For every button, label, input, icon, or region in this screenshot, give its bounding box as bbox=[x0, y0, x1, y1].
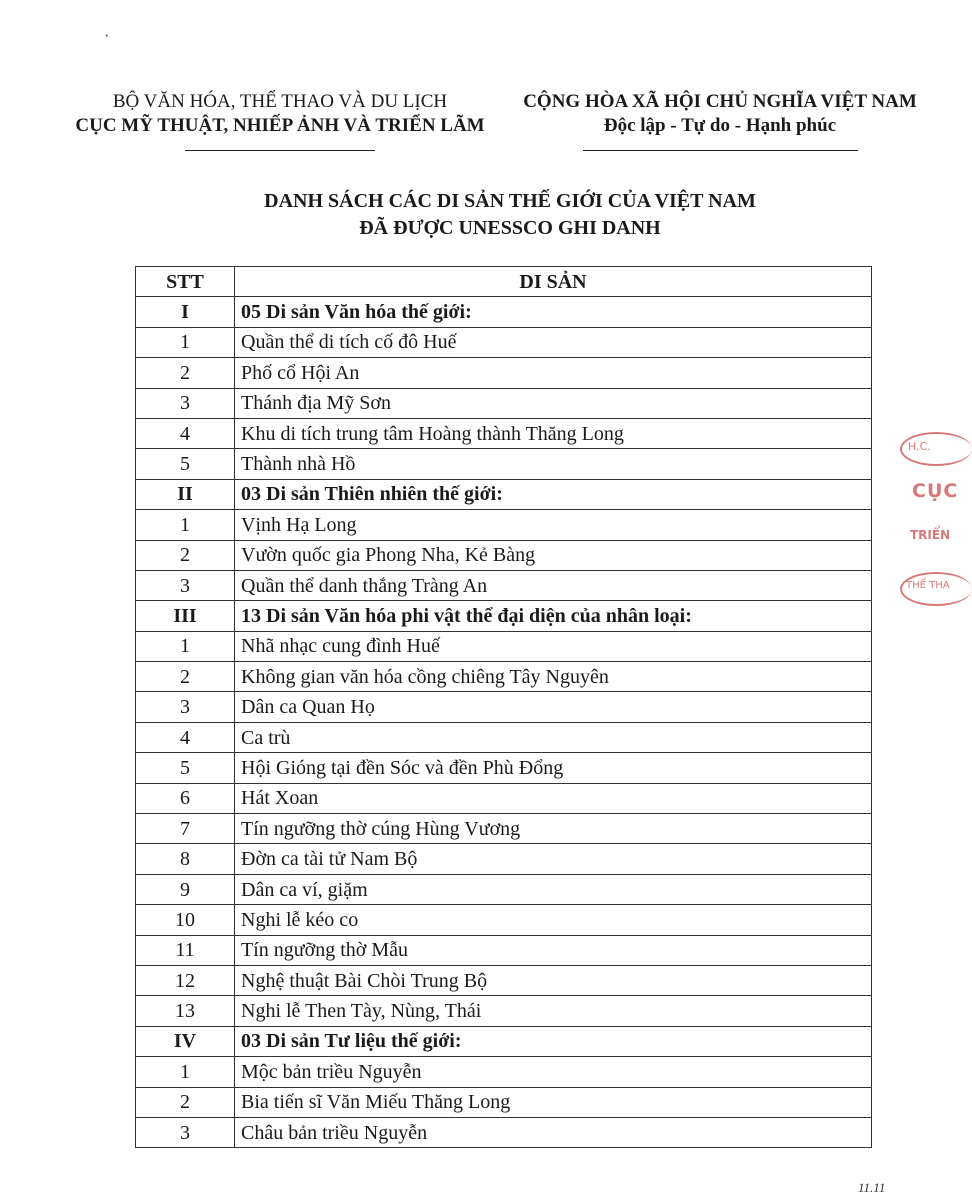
row-number: 1 bbox=[136, 510, 235, 540]
table-row bbox=[136, 418, 872, 448]
row-number: 9 bbox=[136, 874, 235, 904]
section-title: 03 Di sản Thiên nhiên thế giới: bbox=[235, 479, 872, 509]
table-row bbox=[136, 753, 872, 783]
section-row bbox=[136, 297, 872, 327]
header-right bbox=[520, 90, 920, 156]
heritage-table bbox=[135, 266, 872, 1148]
row-number: 10 bbox=[136, 905, 235, 935]
seal-text-2: CỤC bbox=[912, 480, 959, 502]
heritage-name: Quần thể danh thắng Tràng An bbox=[235, 570, 872, 600]
header-left bbox=[60, 90, 500, 156]
red-seal-stamp bbox=[900, 432, 970, 607]
table-row bbox=[136, 449, 872, 479]
row-number: 13 bbox=[136, 996, 235, 1026]
heritage-name: Quần thể di tích cố đô Huế bbox=[235, 327, 872, 357]
table-row bbox=[136, 935, 872, 965]
table-row bbox=[136, 783, 872, 813]
table-row bbox=[136, 358, 872, 388]
row-number: 1 bbox=[136, 631, 235, 661]
row-number: 2 bbox=[136, 662, 235, 692]
heritage-name: Hội Gióng tại đền Sóc và đền Phù Đổng bbox=[235, 753, 872, 783]
heritage-name: Châu bản triều Nguyễn bbox=[235, 1117, 872, 1147]
table-row bbox=[136, 1087, 872, 1117]
table-row bbox=[136, 631, 872, 661]
table-row bbox=[136, 814, 872, 844]
department-underline bbox=[185, 150, 375, 151]
row-number: 3 bbox=[136, 1117, 235, 1147]
title-line-1: DANH SÁCH CÁC DI SẢN THẾ GIỚI CỦA VIỆT NAM bbox=[264, 190, 756, 212]
section-row bbox=[136, 1026, 872, 1056]
table-row bbox=[136, 540, 872, 570]
section-number: III bbox=[136, 601, 235, 631]
scan-speck: · bbox=[104, 28, 110, 45]
table-row bbox=[136, 1117, 872, 1147]
heritage-name: Không gian văn hóa cồng chiêng Tây Nguyên bbox=[235, 662, 872, 692]
row-number: 5 bbox=[136, 449, 235, 479]
section-title: 03 Di sản Tư liệu thế giới: bbox=[235, 1026, 872, 1056]
heritage-name: Tín ngưỡng thờ cúng Hùng Vương bbox=[235, 814, 872, 844]
heritage-name: Dân ca ví, giặm bbox=[235, 874, 872, 904]
row-number: 3 bbox=[136, 692, 235, 722]
row-number: 1 bbox=[136, 327, 235, 357]
heritage-name: Khu di tích trung tâm Hoàng thành Thăng Long bbox=[235, 418, 872, 448]
heritage-name: Thánh địa Mỹ Sơn bbox=[235, 388, 872, 418]
table-row bbox=[136, 1057, 872, 1087]
table-row bbox=[136, 327, 872, 357]
table-row bbox=[136, 905, 872, 935]
heritage-name: Nghệ thuật Bài Chòi Trung Bộ bbox=[235, 965, 872, 995]
country-name: CỘNG HÒA XÃ HỘI CHỦ NGHĨA VIỆT NAM bbox=[523, 91, 917, 112]
heritage-name: Bia tiến sĩ Văn Miếu Thăng Long bbox=[235, 1087, 872, 1117]
heritage-name: Mộc bản triều Nguyễn bbox=[235, 1057, 872, 1087]
row-number: 3 bbox=[136, 570, 235, 600]
seal-text-4: THỂ THA bbox=[906, 580, 950, 591]
table-row bbox=[136, 570, 872, 600]
department-name: CỤC MỸ THUẬT, NHIẾP ẢNH VÀ TRIỂN LÃM bbox=[75, 115, 485, 136]
section-title: 05 Di sản Văn hóa thế giới: bbox=[235, 297, 872, 327]
table-row bbox=[136, 844, 872, 874]
table-row bbox=[136, 662, 872, 692]
table-row bbox=[136, 996, 872, 1026]
document-title bbox=[130, 188, 890, 242]
table-row bbox=[136, 692, 872, 722]
heritage-name: Ca trù bbox=[235, 722, 872, 752]
page-footnote: 11.11 bbox=[858, 1180, 886, 1195]
row-number: 3 bbox=[136, 388, 235, 418]
national-motto: Độc lập - Tự do - Hạnh phúc bbox=[603, 115, 837, 136]
table-row bbox=[136, 722, 872, 752]
table-body bbox=[136, 297, 872, 1148]
row-number: 5 bbox=[136, 753, 235, 783]
section-row bbox=[136, 601, 872, 631]
table-row bbox=[136, 388, 872, 418]
table-header-row bbox=[136, 267, 872, 297]
heritage-name: Phố cổ Hội An bbox=[235, 358, 872, 388]
heritage-name: Thành nhà Hồ bbox=[235, 449, 872, 479]
row-number: 8 bbox=[136, 844, 235, 874]
row-number: 1 bbox=[136, 1057, 235, 1087]
section-number: IV bbox=[136, 1026, 235, 1056]
row-number: 2 bbox=[136, 1087, 235, 1117]
row-number: 2 bbox=[136, 358, 235, 388]
row-number: 11 bbox=[136, 935, 235, 965]
title-line-2: ĐÃ ĐƯỢC UNESSCO GHI DANH bbox=[359, 217, 661, 239]
header-item: DI SẢN bbox=[235, 267, 872, 297]
heritage-name: Nghi lễ kéo co bbox=[235, 905, 872, 935]
table-row bbox=[136, 510, 872, 540]
section-title: 13 Di sản Văn hóa phi vật thể đại diện của nhân loại: bbox=[235, 601, 872, 631]
ministry-name: BỘ VĂN HÓA, THỂ THAO VÀ DU LỊCH bbox=[112, 91, 448, 112]
row-number: 12 bbox=[136, 965, 235, 995]
heritage-name: Nhã nhạc cung đình Huế bbox=[235, 631, 872, 661]
seal-text-1: H.C. bbox=[908, 440, 931, 453]
header-stt: STT bbox=[136, 267, 235, 297]
heritage-name: Hát Xoan bbox=[235, 783, 872, 813]
heritage-name: Dân ca Quan Họ bbox=[235, 692, 872, 722]
section-number: II bbox=[136, 479, 235, 509]
row-number: 7 bbox=[136, 814, 235, 844]
heritage-name: Tín ngưỡng thờ Mẫu bbox=[235, 935, 872, 965]
heritage-name: Vườn quốc gia Phong Nha, Kẻ Bàng bbox=[235, 540, 872, 570]
seal-text-3: TRIỂN bbox=[910, 528, 951, 542]
row-number: 4 bbox=[136, 418, 235, 448]
section-number: I bbox=[136, 297, 235, 327]
heritage-name: Nghi lễ Then Tày, Nùng, Thái bbox=[235, 996, 872, 1026]
section-row bbox=[136, 479, 872, 509]
heritage-name: Đờn ca tài tử Nam Bộ bbox=[235, 844, 872, 874]
motto-underline bbox=[583, 150, 858, 151]
row-number: 2 bbox=[136, 540, 235, 570]
row-number: 4 bbox=[136, 722, 235, 752]
heritage-name: Vịnh Hạ Long bbox=[235, 510, 872, 540]
table-row bbox=[136, 874, 872, 904]
row-number: 6 bbox=[136, 783, 235, 813]
table-row bbox=[136, 965, 872, 995]
